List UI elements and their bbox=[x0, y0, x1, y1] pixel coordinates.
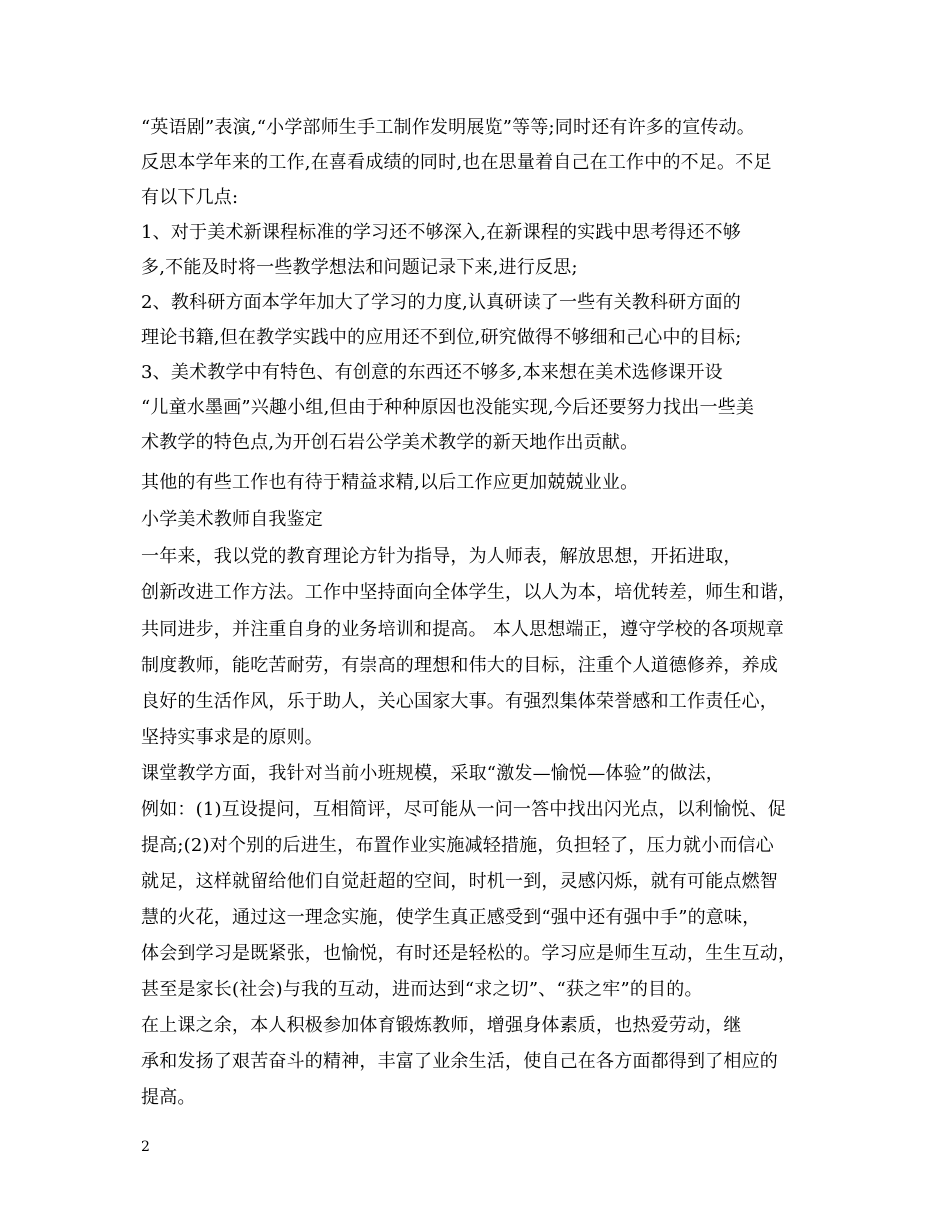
text-line: 提高。 bbox=[141, 1087, 196, 1108]
text-line: 3、美术教学中有特色、有创意的东西还不够多,本来想在美术选修课开设 bbox=[141, 362, 723, 383]
text-line: 反思本学年来的工作,在喜看成绩的同时,也在思量着自己在工作中的不足。不足 bbox=[141, 152, 772, 173]
text-line: “儿童水墨画”兴趣小组,但由于种种原因也没能实现,今后还要努力找出一些美 bbox=[141, 397, 755, 418]
text-line: 一年来，我以党的教育理论方针为指导，为人师表，解放思想，开拓进取， bbox=[141, 546, 742, 567]
text-line: 共同进步，并注重自身的业务培训和提高。 本人思想端正，遵守学校的各项规章 bbox=[141, 619, 784, 640]
text-line: 2、教科研方面本学年加大了学习的力度,认真研读了一些有关教科研方面的 bbox=[141, 292, 741, 313]
text-line: 术教学的特色点,为开创石岩公学美术教学的新天地作出贡献。 bbox=[141, 432, 639, 453]
section-heading: 小学美术教师自我鉴定 bbox=[141, 509, 323, 530]
text-line: 体会到学习是既紧张，也愉悦，有时还是轻松的。学习应是师生互动，生生互动， bbox=[141, 943, 797, 964]
text-line: 理论书籍,但在教学实践中的应用还不到位,研究做得不够细和己心中的目标; bbox=[141, 327, 742, 348]
text-line: “英语剧”表演,“小学部师生手工制作发明展览”等等;同时还有许多的宣传动。 bbox=[141, 117, 755, 138]
text-line: 其他的有些工作也有待于精益求精,以后工作应更加兢兢业业。 bbox=[141, 472, 639, 493]
text-line: 课堂教学方面，我针对当前小班规模，采取“激发—愉悦—体验”的做法， bbox=[141, 763, 725, 784]
text-line: 有以下几点: bbox=[141, 187, 239, 208]
text-line: 提高;(2)对个别的后进生，布置作业实施减轻措施，负担轻了，压力就小而信心 bbox=[141, 835, 774, 856]
text-line: 坚持实事求是的原则。 bbox=[141, 727, 323, 748]
text-line: 1、对于美术新课程标准的学习还不够深入,在新课程的实践中思考得还不够 bbox=[141, 222, 741, 243]
page-number: 2 bbox=[141, 1139, 150, 1155]
text-line: 甚至是家长(社会)与我的互动，进而达到“求之切”、“获之牢”的目的。 bbox=[141, 979, 703, 1000]
text-line: 良好的生活作风，乐于助人，关心国家大事。有强烈集体荣誉感和工作责任心， bbox=[141, 691, 778, 712]
text-line: 慧的火花，通过这一理念实施，使学生真正感受到“强中还有强中手”的意味， bbox=[141, 907, 761, 928]
text-line: 创新改进工作方法。工作中坚持面向全体学生，以人为本，培优转差，师生和谐， bbox=[141, 582, 797, 603]
text-line: 在上课之余，本人积极参加体育锻炼教师，增强身体素质，也热爱劳动，继 bbox=[141, 1015, 742, 1036]
text-line: 承和发扬了艰苦奋斗的精神，丰富了业余生活，使自己在各方面都得到了相应的 bbox=[141, 1051, 778, 1072]
text-line: 多,不能及时将一些教学想法和问题记录下来,进行反思; bbox=[141, 257, 578, 278]
text-line: 就足，这样就留给他们自觉赶超的空间，时机一到，灵感闪烁，就有可能点燃智 bbox=[141, 871, 778, 892]
text-line: 例如：(1)互设提问，互相简评，尽可能从一问一答中找出闪光点，以利愉悦、促 bbox=[141, 799, 786, 820]
text-line: 制度教师，能吃苦耐劳，有崇高的理想和伟大的目标，注重个人道德修养，养成 bbox=[141, 655, 778, 676]
